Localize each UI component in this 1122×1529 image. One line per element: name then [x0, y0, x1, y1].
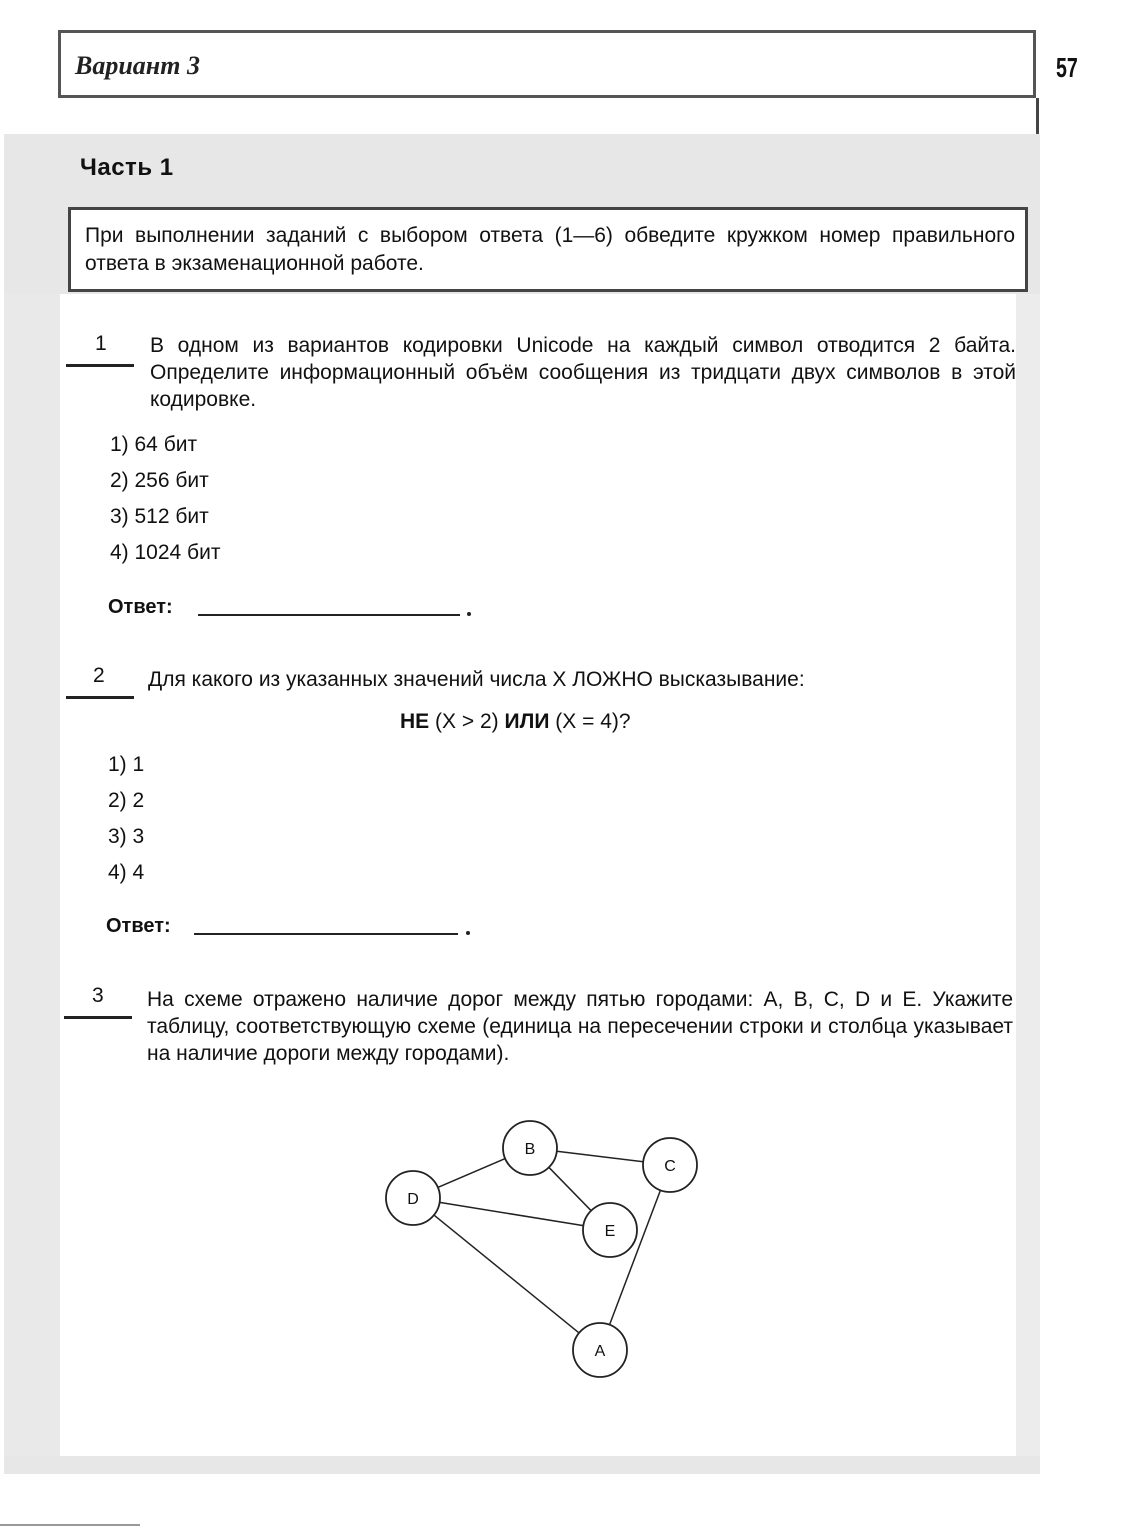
instruction-box [68, 207, 1028, 292]
formula-not: НЕ [400, 710, 430, 733]
page-edge-mark [0, 1524, 140, 1526]
formula-part-1: (X > 2) [435, 710, 499, 733]
task-2-answer-label: Ответ: [106, 915, 171, 937]
road-B-C [557, 1151, 643, 1161]
city-label-B: B [524, 1141, 536, 1158]
city-label-E: E [604, 1223, 616, 1240]
gray-band-bottom [4, 1456, 1040, 1474]
gray-band-left [4, 294, 60, 1474]
task-1-rule [66, 364, 134, 367]
road-D-A [434, 1215, 579, 1333]
road-D-E [440, 1202, 584, 1225]
city-label-C: C [664, 1158, 676, 1175]
task-3-rule [64, 1016, 132, 1019]
task-1-answer-dot [467, 612, 471, 616]
task-1-option-3[interactable]: 3) 512 бит [110, 505, 209, 528]
header-divider [1036, 98, 1039, 134]
task-2-number: 2 [93, 664, 105, 687]
task-2-option-4[interactable]: 4) 4 [108, 861, 145, 884]
instruction-text: При выполнении заданий с выбором ответа (1—6) обведите кружком номер правильного ответа в экзаменационной работе. [85, 224, 1015, 275]
task-2-rule [66, 696, 134, 699]
task-1-option-1[interactable]: 1) 64 бит [110, 433, 198, 456]
gray-band-right [1016, 294, 1040, 1474]
task-1-option-4[interactable]: 4) 1024 бит [110, 541, 221, 564]
roads-graph [380, 1110, 720, 1390]
task-1-answer-field[interactable] [198, 614, 460, 616]
page-number: 57 [1056, 52, 1078, 83]
formula-part-2: (X = 4)? [555, 710, 631, 733]
task-1-answer-label: Ответ: [108, 596, 173, 618]
road-D-B [438, 1159, 505, 1188]
city-label-D: D [407, 1191, 419, 1208]
task-2-answer-dot [466, 931, 470, 935]
city-label-A: A [594, 1343, 606, 1360]
variant-title: Вариант 3 [75, 51, 200, 80]
task-2-answer-field[interactable] [194, 933, 458, 935]
task-1-option-2[interactable]: 2) 256 бит [110, 469, 209, 492]
task-1-number: 1 [95, 332, 107, 355]
task-1-text: В одном из вариантов кодировки Unicode на каждый символ отводится 2 байта. Определите информационный объём сообщения из тридцати двух символов в этой кодировке. [150, 334, 1016, 411]
task-2-option-1[interactable]: 1) 1 [108, 753, 145, 776]
task-2-option-2[interactable]: 2) 2 [108, 789, 145, 812]
task-3-number: 3 [92, 984, 104, 1007]
part-title: Часть 1 [80, 154, 174, 181]
road-B-E [549, 1167, 591, 1210]
task-3-text: На схеме отражено наличие дорог между пятью городами: A, B, C, D и E. Укажите таблицу, соответствующую схеме (единица на пересечении строки и столбца указывает на наличие дороги между городами). [147, 988, 1013, 1065]
variant-header [58, 30, 1036, 98]
task-2-option-3[interactable]: 3) 3 [108, 825, 145, 848]
formula-or: ИЛИ [504, 710, 550, 733]
task-2-formula [400, 710, 631, 734]
task-2-text: Для какого из указанных значений числа X ЛОЖНО высказывание: [148, 668, 805, 691]
